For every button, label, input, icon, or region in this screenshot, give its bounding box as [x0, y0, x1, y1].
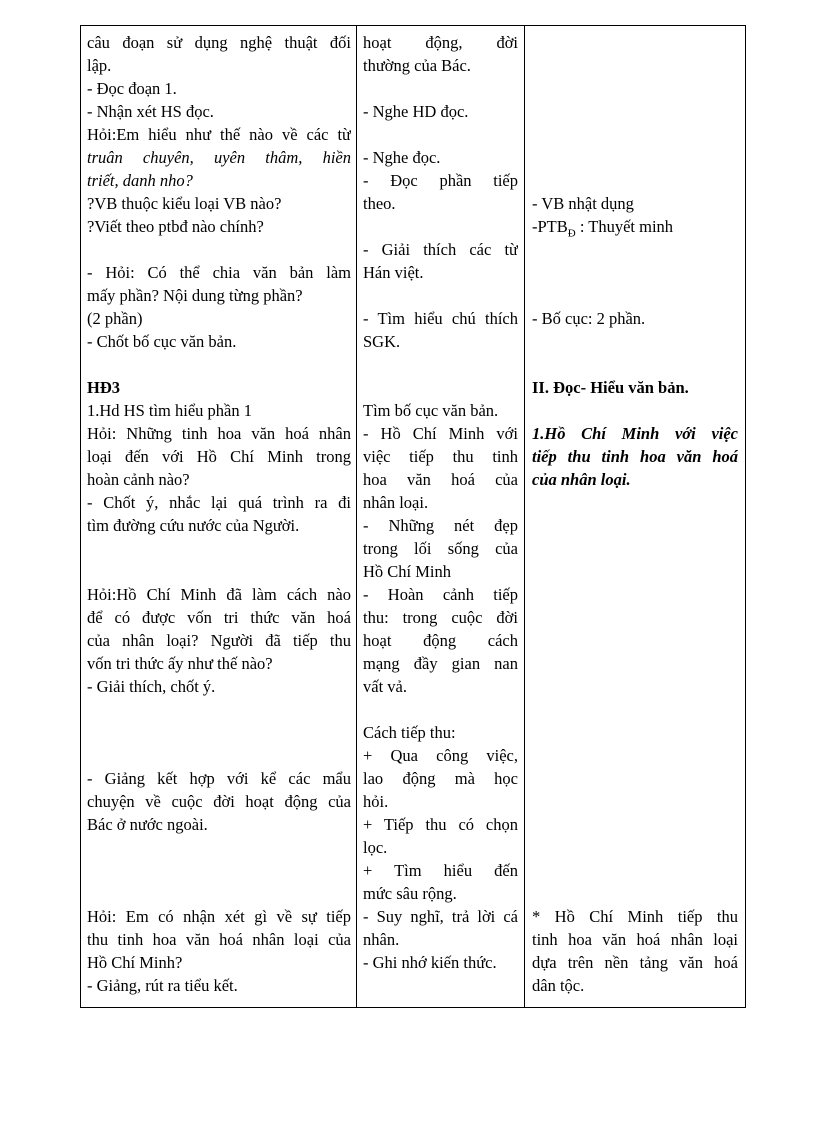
student-line: vất vả.	[363, 677, 407, 696]
column-divider-2	[524, 26, 525, 1007]
teacher-line: mấy phần? Nội dung từng phần?	[87, 286, 303, 305]
teacher-line: câu đoạn sử dụng nghệ thuật đối	[87, 33, 351, 52]
student-line: lọc.	[363, 838, 388, 857]
teacher-line: Bác ở nước ngoài.	[87, 815, 208, 834]
teacher-line	[87, 859, 351, 882]
student-line: hỏi.	[363, 792, 389, 811]
teacher-line	[87, 560, 351, 583]
teacher-line: - Giảng kết hợp với kể các mẩu	[87, 769, 351, 788]
student-activity-column	[363, 31, 518, 974]
student-line: thường của Bác.	[363, 56, 471, 75]
student-line: hoạt động, đời	[363, 33, 518, 52]
teacher-line: Hỏi: Những tinh hoa văn hoá nhân	[87, 424, 351, 443]
ptbd-text: $-PTB_Đ$ : Thuyết minh	[532, 217, 674, 238]
student-line: Hán việt.	[363, 263, 424, 282]
teacher-line: Hỏi: Em có nhận xét gì về sự tiếp	[87, 907, 351, 926]
subheading-line: tiếp thu tinh hoa văn hoá	[532, 447, 738, 466]
subheading-line: của nhân loại.	[532, 470, 631, 489]
teacher-line	[87, 698, 351, 721]
student-line: - Tìm hiểu chú thích	[363, 309, 518, 328]
student-line: Cách tiếp thu:	[363, 723, 456, 742]
teacher-line: - Chốt ý, nhắc lại quá trình ra đi	[87, 493, 351, 512]
student-line: hoa văn hoá của	[363, 470, 518, 489]
student-line	[363, 123, 518, 146]
teacher-line: - Nhận xét HS đọc.	[87, 102, 214, 121]
conclusion-line: * Hồ Chí Minh tiếp thu	[532, 907, 738, 926]
teacher-line: hoàn cảnh nào?	[87, 470, 190, 489]
student-line: mạng đầy gian nan	[363, 654, 518, 673]
student-line: việc tiếp thu tinh	[363, 447, 518, 466]
lesson-plan-table	[80, 25, 746, 1008]
student-line: - Nghe đọc.	[363, 148, 441, 167]
teacher-line: tìm đường cứu nước của Người.	[87, 516, 300, 535]
teacher-line: chuyện về cuộc đời hoạt động của	[87, 792, 351, 811]
student-line: hoạt động cách	[363, 631, 518, 650]
student-line: trong lối sống của	[363, 539, 518, 558]
student-line: - Ghi nhớ kiến thức.	[363, 953, 497, 972]
conclusion-line: tinh hoa văn hoá nhân loại	[532, 930, 738, 949]
student-line	[363, 215, 518, 238]
conclusion-line: dân tộc.	[532, 976, 585, 995]
teacher-line	[87, 744, 351, 767]
teacher-line	[87, 537, 351, 560]
student-line: nhân.	[363, 930, 400, 949]
teacher-line: Hỏi:Hồ Chí Minh đã làm cách nào	[87, 585, 351, 604]
teacher-line	[87, 353, 351, 376]
teacher-line	[87, 882, 351, 905]
teacher-line: ?VB thuộc kiểu loại VB nào?	[87, 194, 282, 213]
teacher-line: - Đọc đoạn 1.	[87, 79, 177, 98]
student-line: - Đọc phần tiếp	[363, 171, 518, 190]
student-line: - Hoàn cảnh tiếp	[363, 585, 518, 604]
student-line: thu: trong cuộc đời	[363, 608, 518, 627]
teacher-line: vốn tri thức ấy như thế nào?	[87, 654, 273, 673]
teacher-line: Hỏi:Em hiểu như thế nào về các từ	[87, 125, 351, 144]
teacher-line	[87, 238, 351, 261]
student-line: lao động mà học	[363, 769, 518, 788]
student-line	[363, 698, 518, 721]
teacher-activity-column	[87, 31, 351, 997]
student-line: + Tiếp thu có chọn	[363, 815, 518, 834]
teacher-line	[87, 721, 351, 744]
teacher-line: - Giải thích, chốt ý.	[87, 677, 216, 696]
student-line: - Hồ Chí Minh với	[363, 424, 518, 443]
teacher-line: (2 phần)	[87, 309, 143, 328]
student-line: theo.	[363, 194, 396, 213]
content-column	[532, 31, 738, 997]
student-line	[363, 77, 518, 100]
teacher-line: HĐ3	[87, 378, 120, 397]
student-line: - Những nét đẹp	[363, 516, 518, 535]
teacher-line	[87, 836, 351, 859]
teacher-line: loại đến với Hồ Chí Minh trong	[87, 447, 351, 466]
student-line	[363, 376, 518, 399]
student-line: Hồ Chí Minh	[363, 562, 452, 581]
teacher-line: - Hỏi: Có thể chia văn bản làm	[87, 263, 351, 282]
student-line: SGK.	[363, 332, 401, 351]
conclusion-line: dựa trên nền tảng văn hoá	[532, 953, 738, 972]
teacher-line: để có được vốn tri thức văn hoá	[87, 608, 351, 627]
student-line: + Qua công việc,	[363, 746, 518, 765]
teacher-line: - Giảng, rút ra tiểu kết.	[87, 976, 238, 995]
student-line: nhân loại.	[363, 493, 429, 512]
student-line	[363, 284, 518, 307]
teacher-line: lập.	[87, 56, 112, 75]
student-line: + Tìm hiểu đến	[363, 861, 518, 880]
teacher-line: của nhân loại? Người đã tiếp thu	[87, 631, 351, 650]
teacher-line: Hồ Chí Minh?	[87, 953, 183, 972]
teacher-line: - Chốt bố cục văn bản.	[87, 332, 237, 351]
student-line: - Nghe HD đọc.	[363, 102, 469, 121]
section-heading: II. Đọc- Hiểu văn bản.	[532, 378, 689, 397]
student-line	[363, 353, 518, 376]
column-divider-1	[356, 26, 357, 1007]
teacher-line: ?Viết theo ptbđ nào chính?	[87, 217, 264, 236]
vb-type-text: - VB nhật dụng	[532, 194, 634, 213]
student-line: Tìm bố cục văn bản.	[363, 401, 499, 420]
teacher-line: truân chuyên, uyên thâm, hiền	[87, 148, 351, 167]
teacher-line: 1.Hd HS tìm hiểu phần 1	[87, 401, 252, 420]
teacher-line: triết, danh nho?	[87, 171, 193, 190]
teacher-line: thu tinh hoa văn hoá nhân loại của	[87, 930, 351, 949]
student-line: - Suy nghĩ, trả lời cá	[363, 907, 518, 926]
subheading-line: 1.Hồ Chí Minh với việc	[532, 424, 738, 443]
student-line: - Giải thích các từ	[363, 240, 518, 259]
student-line: mức sâu rộng.	[363, 884, 457, 903]
layout-text: - Bố cục: 2 phần.	[532, 309, 646, 328]
